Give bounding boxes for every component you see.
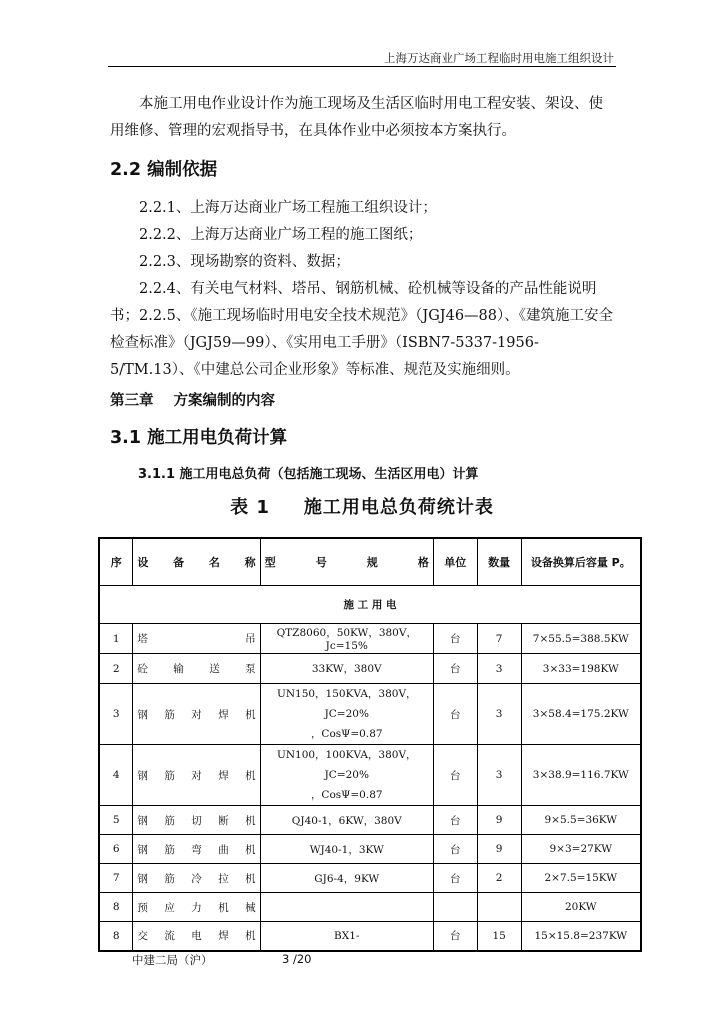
basis-item-4: 2.2.4、有关电气材料、塔吊、钢筋机械、砼机械等设备的产品性能说明书；: [110, 281, 597, 324]
cell-model: QJ40-1，6KW，380V: [260, 806, 433, 835]
cell-unit: 台: [433, 922, 477, 951]
cell-unit: 台: [433, 684, 477, 745]
cell-qty: 2: [477, 864, 521, 893]
group-label: 施 工 用 电: [99, 586, 641, 624]
cell-name: 预应力机械: [133, 893, 260, 922]
table-label: 表 1: [230, 497, 270, 518]
basis-item-5: 2.2.5、《施工现场临时用电安全技术规范》（JGJ46—88）、《建筑施工安全检查标准》（JGJ59—99）、《实用电工手册》（ISBN7-5337-1956-5/TM.13）、《中建总公司企业形象》等标准、规范及实施细则。: [110, 308, 614, 378]
cell-model-line1: UN150，150KVA，380V，JC=20%: [276, 688, 417, 720]
cell-qty: 3: [477, 745, 521, 806]
footer-page-number: 3 /20: [282, 952, 312, 966]
cell-unit: 台: [433, 835, 477, 864]
cell-seq: 3: [99, 684, 133, 745]
cell-seq: 5: [99, 806, 133, 835]
group-row: [99, 586, 641, 624]
cell-qty: 3: [477, 654, 521, 684]
table-header-row: [99, 538, 641, 586]
header-capacity: 设备换算后容量 P。: [521, 538, 641, 586]
cell-name: 钢筋对焊机: [133, 745, 260, 806]
cell-unit: [433, 893, 477, 922]
cell-name: 砼输送泵: [133, 654, 260, 684]
cell-unit: 台: [433, 745, 477, 806]
cell-qty: 7: [477, 624, 521, 654]
cell-unit: 台: [433, 624, 477, 654]
cell-name: 钢筋弯曲机: [133, 835, 260, 864]
intro-paragraph: 本施工用电作业设计作为施工现场及生活区临时用电工程安装、架设、使用维修、管理的宏观指导书，在具体作业中必须按本方案执行。: [110, 96, 603, 139]
cell-capacity: 3×33=198KW: [521, 654, 641, 684]
cell-unit: 台: [433, 654, 477, 684]
cell-qty: 9: [477, 835, 521, 864]
cell-model: QTZ8060，50KW，380V，Jc=15%: [260, 624, 433, 654]
chapter-title: 方案编制的内容: [173, 393, 275, 409]
table-row: [99, 654, 641, 684]
cell-model: [260, 893, 433, 922]
cell-unit: 台: [433, 864, 477, 893]
cell-capacity: 3×38.9=116.7KW: [521, 745, 641, 806]
cell-name: 钢筋对焊机: [133, 684, 260, 745]
cell-capacity: 20KW: [521, 893, 641, 922]
header-qty: 数量: [477, 538, 521, 586]
cell-seq: 7: [99, 864, 133, 893]
cell-model: [260, 684, 433, 745]
cell-qty: 9: [477, 806, 521, 835]
basis-item-1: 2.2.1、上海万达商业广场工程施工组织设计；: [139, 200, 437, 216]
cell-capacity: 9×3=27KW: [521, 835, 641, 864]
cell-seq: 8: [99, 893, 133, 922]
cell-model: WJ40-1，3KW: [260, 835, 433, 864]
cell-model: BX1-: [260, 922, 433, 951]
cell-qty: 3: [477, 684, 521, 745]
cell-name: 塔吊: [133, 624, 260, 654]
header-seq: 序: [99, 538, 133, 586]
header-unit: 单位: [433, 538, 477, 586]
table-row: [99, 835, 641, 864]
footer-company: 中建二局（沪）: [132, 953, 213, 967]
cell-seq: 6: [99, 835, 133, 864]
cell-qty: [477, 893, 521, 922]
cell-qty: 15: [477, 922, 521, 951]
cell-model-line1: UN100，100KVA，380V，JC=20%: [276, 749, 417, 781]
table-row: [99, 745, 641, 806]
cell-model-line2: ，CosΨ=0.87: [310, 789, 383, 801]
table-caption: 施工用电总负荷统计表: [303, 497, 494, 518]
header-model: 型号规格: [260, 538, 433, 586]
chapter-number: 第三章: [110, 393, 154, 409]
header-name: 设备名称: [133, 538, 260, 586]
table-row: [99, 864, 641, 893]
section-2-2-heading: 2.2 编制依据: [110, 160, 218, 180]
cell-model: [260, 745, 433, 806]
cell-model-line2: ，CosΨ=0.87: [310, 728, 383, 740]
basis-item-2: 2.2.2、上海万达商业广场工程的施工图纸；: [139, 227, 423, 243]
table-row: [99, 684, 641, 745]
chapter-3-heading: [110, 389, 275, 410]
cell-capacity: 7×55.5=388.5KW: [521, 624, 641, 654]
cell-name: 钢筋切断机: [133, 806, 260, 835]
section-3-1-heading: 3.1 施工用电负荷计算: [110, 428, 288, 448]
cell-name: 交流电焊机: [133, 922, 260, 951]
cell-model: 33KW，380V: [260, 654, 433, 684]
load-statistics-table: [98, 537, 642, 952]
basis-item-3: 2.2.3、现场勘察的资料、数据；: [139, 254, 350, 270]
cell-seq: 4: [99, 745, 133, 806]
cell-unit: 台: [433, 806, 477, 835]
table-row: [99, 922, 641, 951]
cell-seq: 1: [99, 624, 133, 654]
table-row: [99, 624, 641, 654]
cell-name: 钢筋冷拉机: [133, 864, 260, 893]
table-row: [99, 893, 641, 922]
cell-capacity: 3×58.4=175.2KW: [521, 684, 641, 745]
table-title: [0, 493, 724, 519]
cell-model: GJ6-4，9KW: [260, 864, 433, 893]
section-3-1-1-heading: 3.1.1 施工用电总负荷（包括施工现场、生活区用电）计算: [138, 467, 479, 482]
header-rule: [108, 66, 616, 67]
cell-capacity: 2×7.5=15KW: [521, 864, 641, 893]
running-header: 上海万达商业广场工程临时用电施工组织设计: [384, 51, 614, 65]
cell-seq: 2: [99, 654, 133, 684]
cell-seq: 8: [99, 922, 133, 951]
cell-capacity: 9×5.5=36KW: [521, 806, 641, 835]
cell-capacity: 15×15.8=237KW: [521, 922, 641, 951]
table-row: [99, 806, 641, 835]
